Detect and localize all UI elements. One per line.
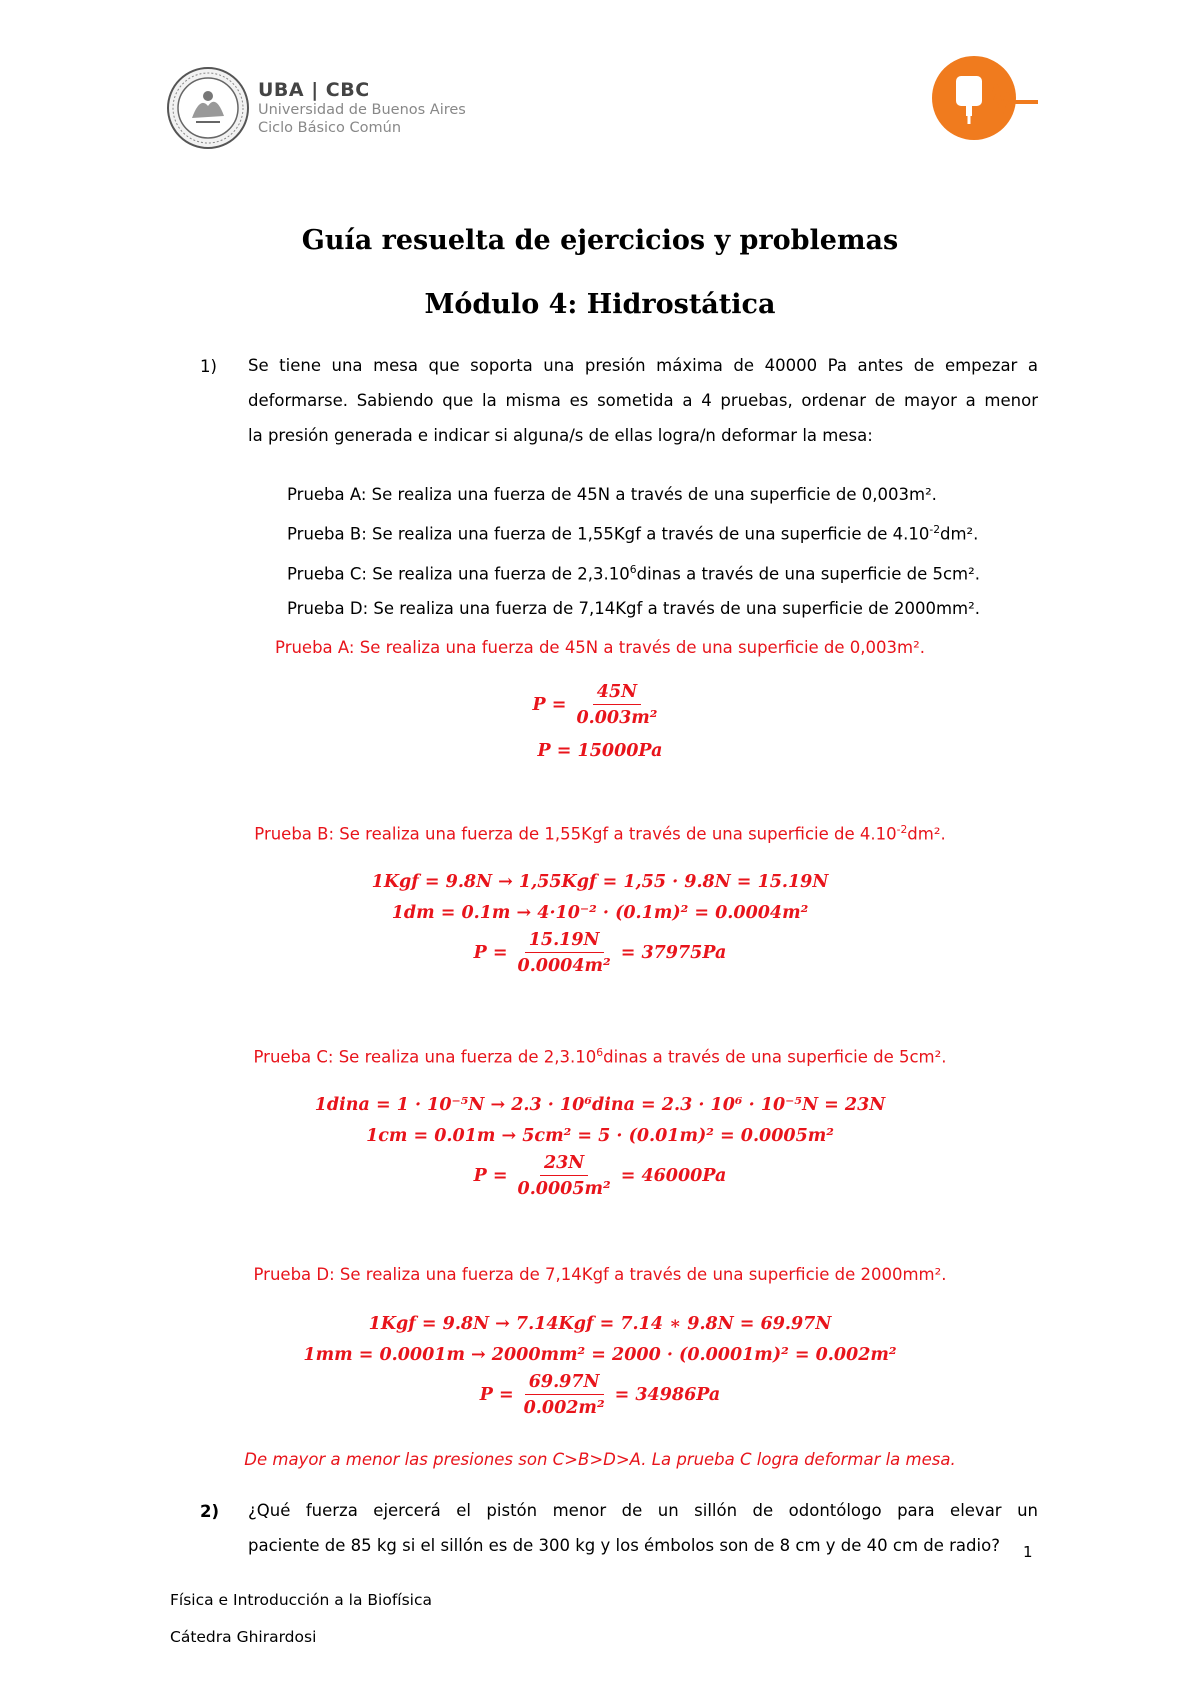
university-seal-icon — [166, 66, 250, 150]
problem-1-line-3: la presión generada e indicar si alguna/s de ellas logra/n deformar la mesa: — [248, 426, 873, 445]
solution-d-fraction — [0, 1372, 1200, 1418]
institution-line2: Ciclo Básico Común — [258, 120, 402, 136]
solution-b-fraction — [0, 930, 1200, 976]
problem-1-line-1: Se tiene una mesa que soporta una presión máxima de 40000 Pa antes de empezar a — [248, 356, 1038, 375]
pressure-label: P = — [473, 1166, 508, 1186]
denominator: 0.0004m² — [517, 956, 611, 976]
solution-a-fraction — [0, 682, 1200, 728]
denominator: 0.003m² — [576, 708, 658, 728]
numerator: 45N — [593, 682, 641, 705]
problem-2-statement — [248, 1493, 1038, 1563]
page-subtitle: Módulo 4: Hidrostática — [424, 289, 776, 320]
pruebas-list — [287, 477, 1047, 626]
fraction — [514, 930, 615, 976]
pressure-label: P = — [532, 695, 567, 715]
prueba-b: Prueba B: Se realiza una fuerza de 1,55Kgf a través de una superficie de $4.10^{-2}dm^2$. — [287, 523, 979, 544]
footer-chair: Cátedra Ghirardosi — [170, 1628, 317, 1646]
numerator: 23N — [540, 1153, 588, 1176]
problem-2-number: 2) — [200, 1502, 220, 1521]
prueba-d: Prueba D: Se realiza una fuerza de 7,14Kgf a través de una superficie de 2000mm². — [287, 599, 980, 618]
denominator: 0.002m² — [523, 1398, 605, 1418]
numerator: 15.19N — [525, 930, 604, 953]
conclusion: De mayor a menor las presiones son C>B>D>A. La prueba C logra deformar la mesa. — [244, 1450, 956, 1469]
page-number: 1 — [1023, 1543, 1033, 1561]
problem-1-statement — [248, 348, 1038, 453]
pressure-result: = 37975Pa — [620, 943, 727, 963]
problem-1-line-2: deformarse. Sabiendo que la misma es sometida a 4 pruebas, ordenar de mayor a menor — [248, 391, 1038, 410]
solution-a-result: P = 15000Pa — [537, 741, 663, 761]
solution-c-fraction — [0, 1153, 1200, 1199]
numerator: 69.97N — [525, 1372, 604, 1395]
problem-1-number: 1) — [200, 357, 217, 376]
fraction — [520, 1372, 609, 1418]
prueba-a: Prueba A: Se realiza una fuerza de 45N a través de una superficie de 0,003m². — [287, 485, 937, 504]
problem-2-line-2: paciente de 85 kg si el sillón es de 300 kg y los émbolos son de 8 cm y de 40 cm de radio? — [248, 1536, 1000, 1555]
institution-short: UBA | CBC — [258, 79, 370, 101]
pressure-label: P = — [479, 1385, 514, 1405]
solution-d-heading: Prueba D: Se realiza una fuerza de 7,14Kgf a través de una superficie de 2000mm². — [253, 1265, 947, 1284]
problem-2-line-1: ¿Qué fuerza ejercerá el pistón menor de un sillón de odontólogo para elevar un — [248, 1501, 1038, 1520]
pressure-result: = 34986Pa — [614, 1385, 721, 1405]
fraction — [514, 1153, 615, 1199]
institution-line1: Universidad de Buenos Aires — [258, 102, 466, 118]
pressure-label: P = — [473, 943, 508, 963]
solution-b-line-2: 1dm = 0.1m → 4·10⁻² · (0.1m)² = 0.0004m² — [391, 903, 809, 923]
solution-a-heading: Prueba A: Se realiza una fuerza de 45N a través de una superficie de 0,003m². — [275, 638, 925, 657]
solution-b-line-1: 1Kgf = 9.8N → 1,55Kgf = 1,55 · 9.8N = 15.19N — [371, 872, 829, 892]
solution-c-heading: Prueba C: Se realiza una fuerza de 2,3.10$^6$dinas a través de una superficie de 5cm². — [253, 1046, 947, 1067]
solution-b-heading: Prueba B: Se realiza una fuerza de 1,55Kgf a través de una superficie de $4.10^{-2}dm^2$. — [254, 823, 946, 844]
prueba-c: Prueba C: Se realiza una fuerza de 2,3.10$^6$dinas a través de una superficie de 5cm². — [287, 562, 980, 583]
footer-course: Física e Introducción a la Biofísica — [170, 1591, 432, 1609]
solution-c-line-2: 1cm = 0.01m → 5cm² = 5 · (0.01m)² = 0.0005m² — [366, 1126, 834, 1146]
solution-d-line-1: 1Kgf = 9.8N → 7.14Kgf = 7.14 ∗ 9.8N = 69.97N — [368, 1314, 832, 1334]
uba-logo — [166, 66, 466, 150]
solution-c-line-1: 1dina = 1 · 10⁻⁵N → 2.3 · 10⁶dina = 2.3 · 10⁶ · 10⁻⁵N = 23N — [314, 1095, 886, 1115]
pressure-result: = 46000Pa — [620, 1166, 727, 1186]
solution-d-line-2: 1mm = 0.0001m → 2000mm² = 2000 · (0.0001m)² = 0.002m² — [303, 1345, 897, 1365]
denominator: 0.0005m² — [517, 1179, 611, 1199]
iv-bag-heartbeat-icon — [930, 54, 1040, 142]
page-title: Guía resuelta de ejercicios y problemas — [301, 225, 899, 256]
fraction — [572, 682, 661, 728]
